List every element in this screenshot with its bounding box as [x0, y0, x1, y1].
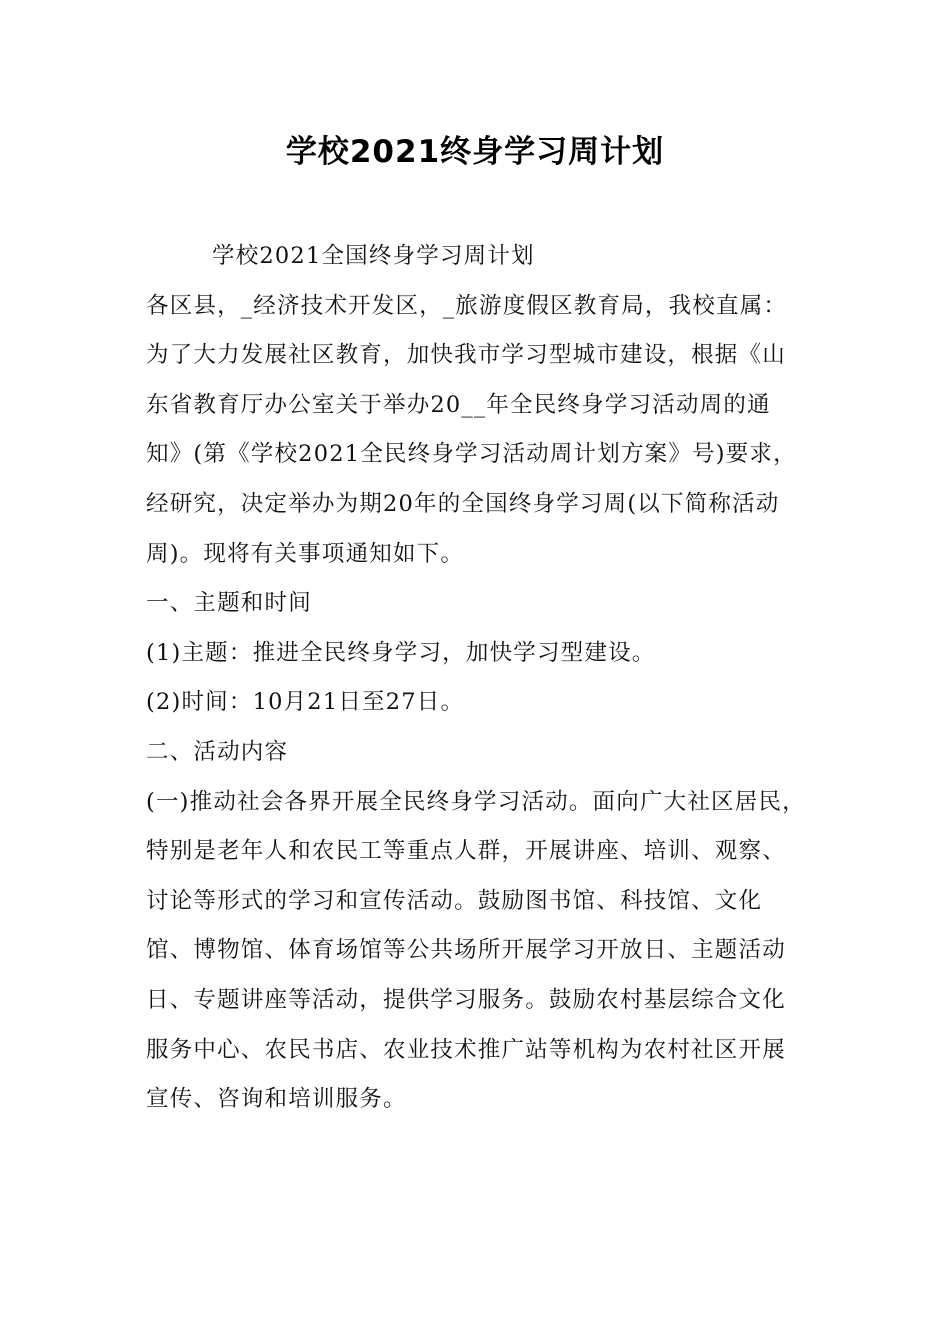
section-heading-activities: 二、活动内容	[146, 738, 289, 765]
section-heading-theme-time: 一、主题和时间	[146, 590, 312, 617]
intro-paragraph: 为了大力发展社区教育，加快我市学习型城市建设，根据《山东省教育厅办公室关于举办20__年全民终身学习活动周的通知》(第《学校2021全民终身学习活动周计划方案》号)要求，经研究，决定举办为期20年的全国终身学习周(以下简称活动周)。现将有关事项通知如下。	[146, 342, 797, 567]
time-paragraph: (2)时间：10月21日至27日。	[146, 689, 465, 716]
document-title: 学校2021终身学习周计划	[285, 134, 665, 170]
theme-paragraph: (1)主题：推进全民终身学习，加快学习型建设。	[146, 639, 656, 666]
activities-paragraph: (一)推动社会各界开展全民终身学习活动。面向广大社区居民，特别是老年人和农民工等重点人群，开展讲座、培训、观察、讨论等形式的学习和宣传活动。鼓励图书馆、科技馆、文化馆、博物馆、体育场馆等公共场所开展学习开放日、主题活动日、专题讲座等活动，提供学习服务。鼓励农村基层综合文化服务中心、农民书店、农业技术推广站等机构为农村社区开展宣传、咨询和培训服务。	[146, 788, 806, 1113]
addressee-paragraph: 各区县，_经济技术开发区，_旅游度假区教育局，我校直属：	[146, 292, 788, 319]
document-body	[146, 232, 806, 1125]
subtitle-paragraph: 学校2021全国终身学习周计划	[212, 243, 535, 269]
